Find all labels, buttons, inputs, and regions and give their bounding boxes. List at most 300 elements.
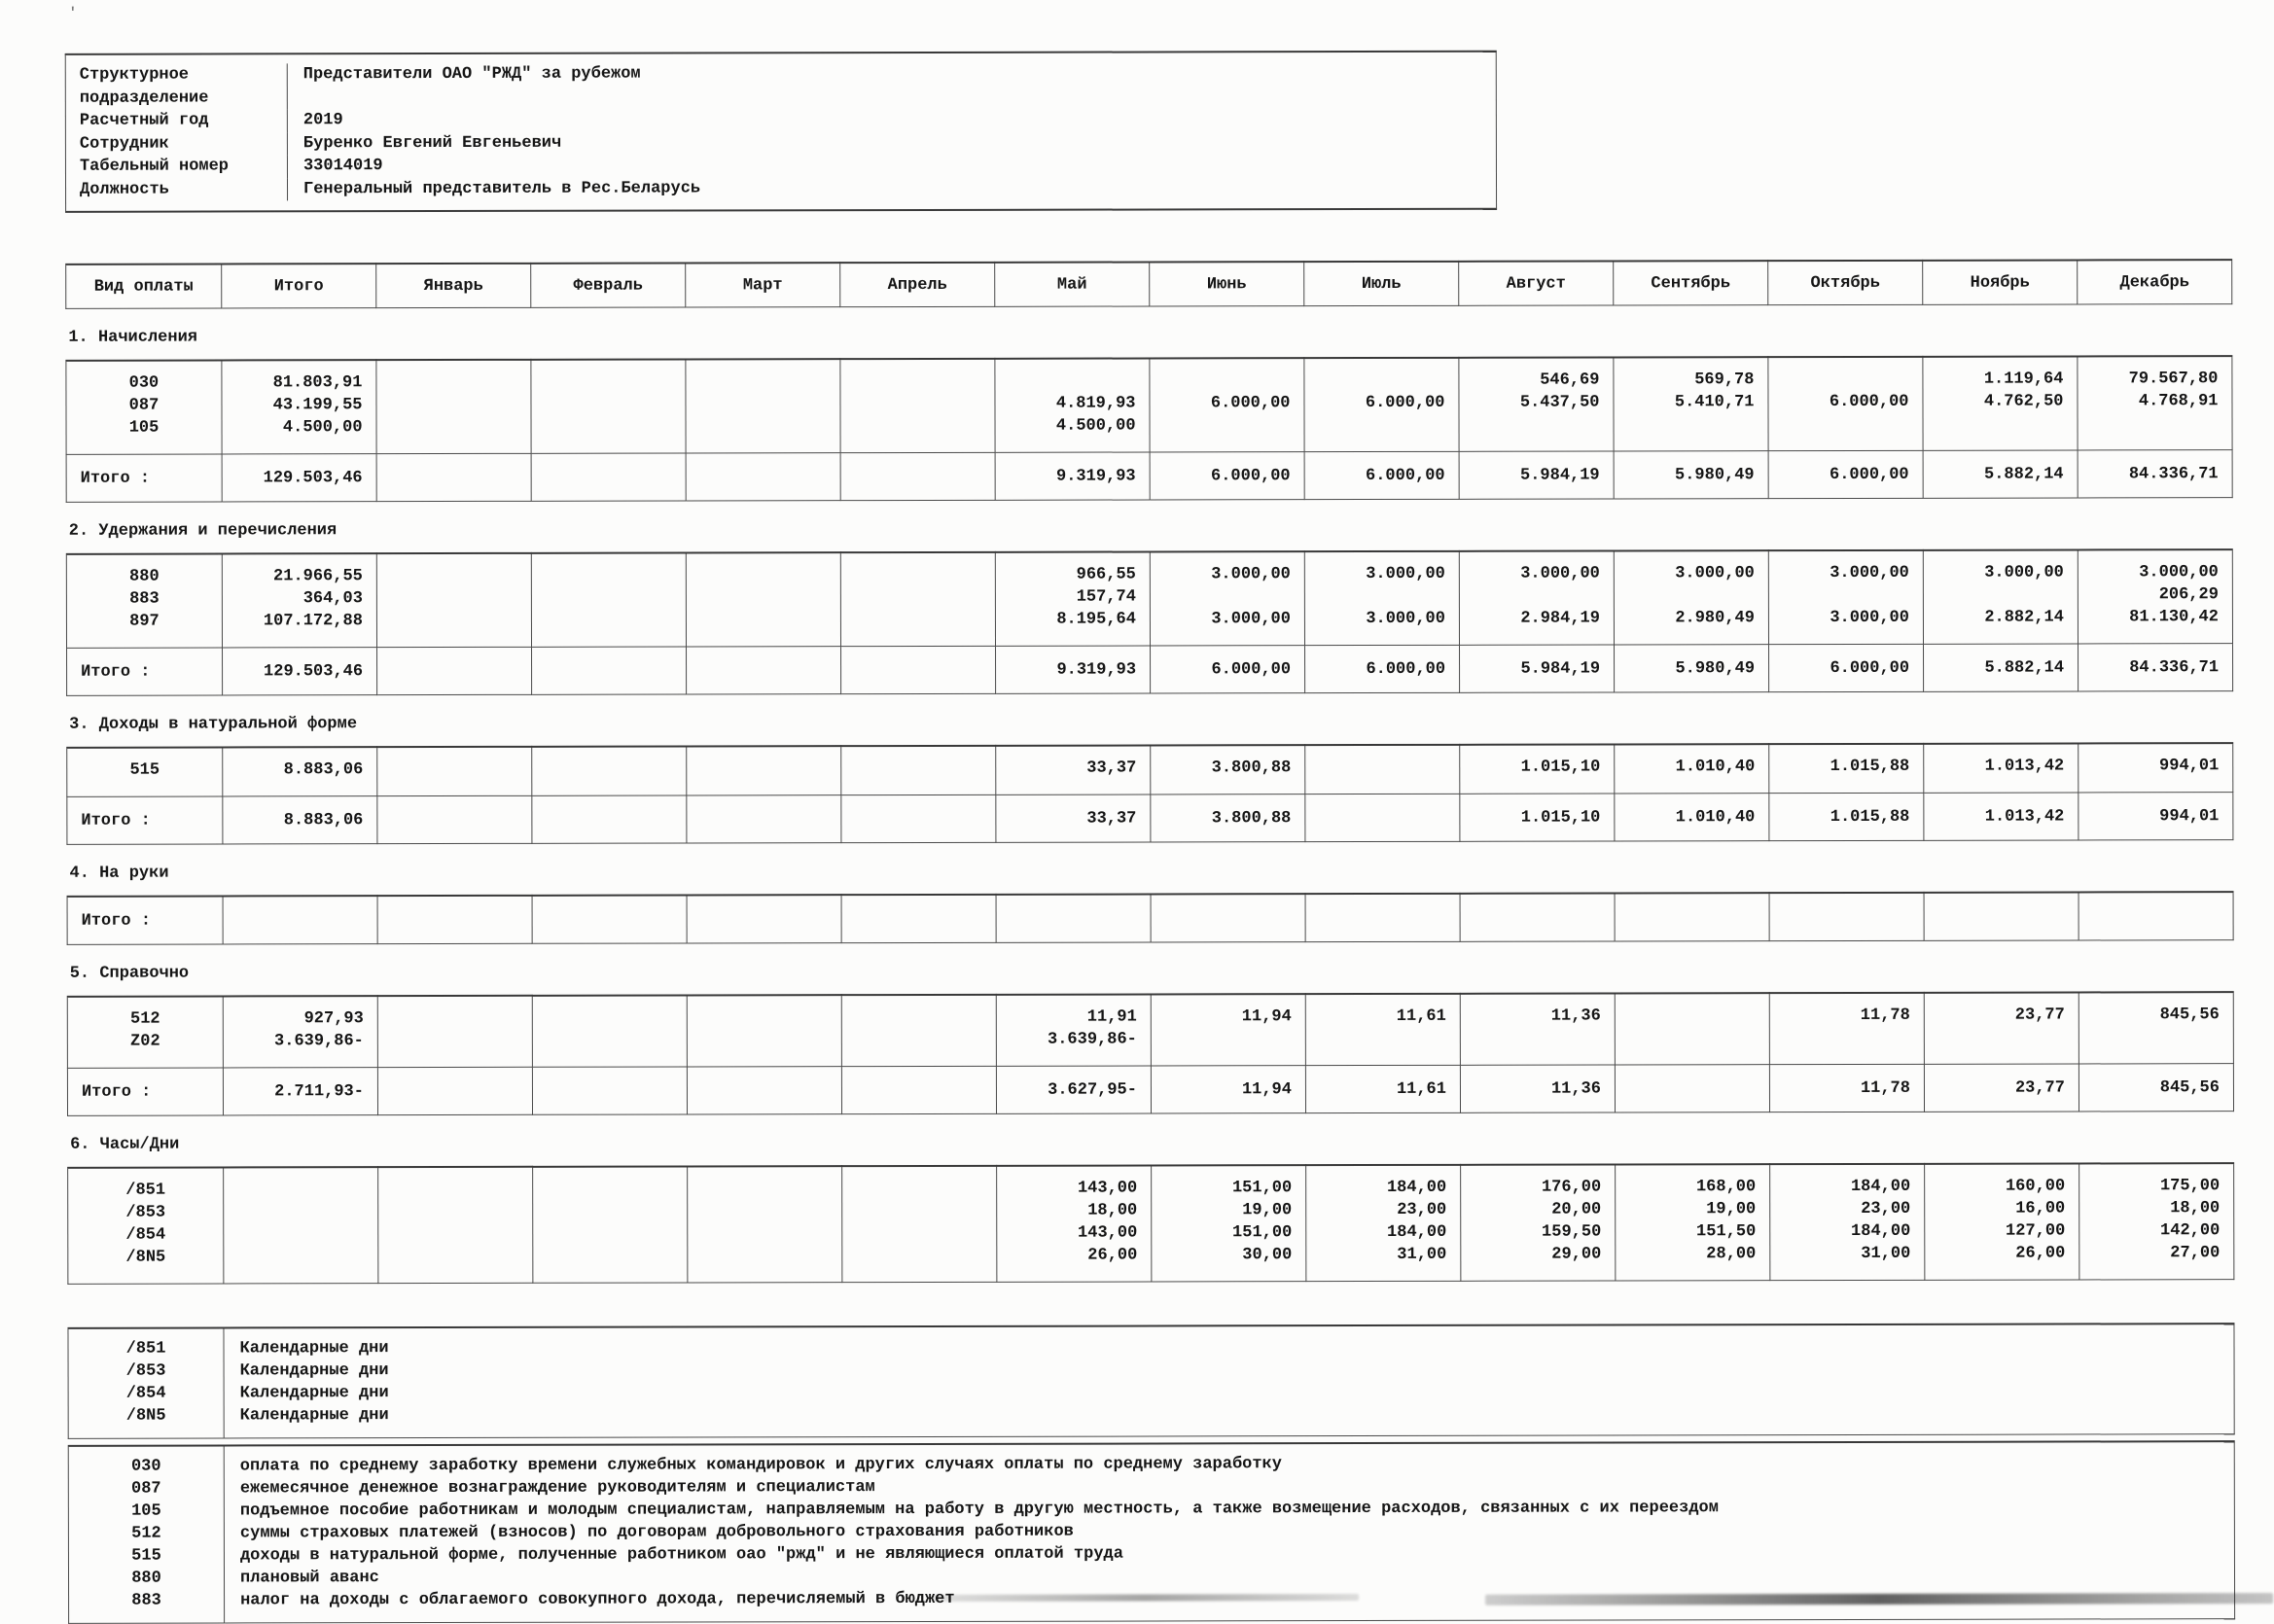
amount-line: 143,00 bbox=[1077, 1179, 1138, 1198]
info-value: 33014019 bbox=[287, 153, 1496, 178]
legend-code: 883 bbox=[131, 1591, 161, 1610]
amount-line bbox=[1153, 1028, 1292, 1050]
amount-cell bbox=[377, 747, 532, 796]
amount-line: 994,01 bbox=[2159, 757, 2220, 776]
section-title-5: 5. Справочно bbox=[69, 964, 190, 983]
amount-cell bbox=[2078, 549, 2232, 644]
amount-line: 21.966,55 bbox=[273, 567, 363, 586]
info-label: Должность bbox=[80, 180, 169, 199]
total-amount-cell bbox=[841, 1066, 996, 1113]
amount-cell bbox=[686, 552, 840, 647]
amount-line bbox=[1306, 585, 1445, 608]
amount-cell bbox=[841, 746, 996, 795]
amount-line: 11,78 bbox=[1860, 1006, 1910, 1025]
amount-line bbox=[689, 1222, 828, 1245]
legend-description: налог на доходы с облагаемого совокупного дохода, перечисляемый в бюджет bbox=[240, 1589, 955, 1610]
amount-line: 6.000,00 bbox=[1210, 394, 1291, 413]
amount-cell bbox=[1768, 357, 1923, 451]
amount-line bbox=[534, 1201, 673, 1223]
amount-line bbox=[1152, 585, 1291, 608]
amount-line: 26,00 bbox=[2015, 1244, 2066, 1263]
total-amount-cell: 2.711,93- bbox=[223, 1068, 377, 1115]
amount-line: 19,00 bbox=[1242, 1201, 1293, 1220]
total-amount-cell: 11,36 bbox=[1460, 1065, 1615, 1112]
amount-line bbox=[1306, 414, 1445, 437]
amount-cell bbox=[1616, 1164, 1770, 1281]
total-amount-cell: 3.800,88 bbox=[1151, 794, 1305, 842]
amount-cell bbox=[1461, 1164, 1616, 1281]
amount-line: 2.882,14 bbox=[1984, 608, 2064, 627]
info-row-4 bbox=[66, 175, 1496, 201]
amount-line: 3.639,86- bbox=[1048, 1030, 1137, 1049]
legend-table-1 bbox=[67, 1323, 2234, 1439]
amount-line: 151,00 bbox=[1231, 1179, 1293, 1198]
total-amount-cell: 23,77 bbox=[1924, 1064, 2079, 1112]
amount-line: 11,94 bbox=[1241, 1007, 1292, 1027]
section-table-5 bbox=[67, 991, 2234, 1116]
amount-line: 4.500,00 bbox=[1055, 416, 1136, 436]
amount-line: 3.000,00 bbox=[1830, 563, 1909, 583]
amount-cell bbox=[1770, 1164, 1925, 1281]
amount-cell bbox=[997, 1165, 1152, 1282]
total-amount-cell bbox=[841, 794, 996, 842]
total-amount-cell bbox=[1924, 892, 2079, 940]
legend-code: /854 bbox=[125, 1384, 166, 1403]
legend-code-cell bbox=[68, 1327, 224, 1438]
amount-cell bbox=[533, 1166, 688, 1283]
amount-line: 3.800,88 bbox=[1211, 759, 1292, 778]
amount-line bbox=[534, 1179, 673, 1201]
amount-line bbox=[843, 1178, 982, 1200]
info-row-2 bbox=[66, 129, 1496, 156]
code-line: 880 bbox=[129, 567, 160, 586]
total-amount-cell: 5.984,19 bbox=[1460, 645, 1615, 692]
total-amount-cell bbox=[841, 646, 996, 693]
code-line: 897 bbox=[129, 612, 160, 631]
amount-cell bbox=[2079, 743, 2233, 793]
amount-line: 8.883,06 bbox=[283, 760, 364, 780]
amount-cell bbox=[688, 1166, 842, 1283]
amount-line: 2.980,49 bbox=[1675, 609, 1755, 628]
total-amount-cell bbox=[532, 647, 687, 694]
amount-cell bbox=[1924, 743, 2079, 793]
info-label: Расчетный год bbox=[79, 111, 209, 130]
amount-line: 11,36 bbox=[1550, 1006, 1601, 1026]
amount-line bbox=[1617, 1005, 1756, 1027]
code-line: 105 bbox=[128, 418, 160, 438]
amount-line bbox=[688, 758, 827, 780]
legend-description: Календарные дни bbox=[239, 1339, 389, 1359]
legend-description: суммы страховых платежей (взносов) по договорам добровольного страхования работников bbox=[239, 1522, 1074, 1543]
month-header-cell: Апрель bbox=[840, 263, 995, 307]
amount-cell bbox=[1768, 550, 1923, 645]
amount-cell bbox=[1152, 1165, 1306, 1282]
legend-description: плановый аванс bbox=[239, 1569, 379, 1588]
total-amount-cell bbox=[686, 453, 840, 501]
amount-cell bbox=[1150, 551, 1304, 646]
total-amount-cell: 6.000,00 bbox=[1769, 644, 1924, 691]
amount-line: 18,00 bbox=[2170, 1199, 2221, 1218]
amount-line bbox=[1461, 414, 1600, 437]
section-title-6: 6. Часы/Дни bbox=[70, 1135, 180, 1154]
amount-line: 16,00 bbox=[2015, 1199, 2066, 1218]
total-amount-cell bbox=[532, 1067, 687, 1114]
amount-cell bbox=[687, 746, 841, 795]
amount-cell bbox=[378, 1167, 533, 1284]
total-amount-cell bbox=[1460, 893, 1615, 941]
amount-cell bbox=[1150, 358, 1304, 452]
amount-line bbox=[1770, 584, 1909, 607]
amount-line bbox=[2079, 412, 2219, 435]
amount-line bbox=[1152, 414, 1291, 437]
total-amount-cell bbox=[687, 1067, 841, 1114]
total-amount-cell: 6.000,00 bbox=[1150, 452, 1304, 500]
amount-line bbox=[1771, 1027, 1910, 1049]
amount-line bbox=[688, 586, 827, 609]
amount-line bbox=[379, 1030, 518, 1052]
info-label: Структурное подразделение bbox=[79, 65, 209, 108]
amount-line: 1.015,88 bbox=[1830, 757, 1910, 777]
amount-line bbox=[1926, 1027, 2065, 1049]
amount-line bbox=[842, 609, 981, 631]
total-amount-cell: 33,37 bbox=[996, 794, 1151, 842]
info-value: 2019 bbox=[287, 107, 1496, 132]
amount-line bbox=[532, 371, 671, 394]
month-header-cell: Октябрь bbox=[1768, 261, 1923, 305]
amount-cell bbox=[996, 994, 1151, 1066]
legend-description: Календарные дни bbox=[239, 1384, 389, 1403]
amount-cell bbox=[532, 746, 687, 795]
code-line: 087 bbox=[128, 396, 160, 415]
info-row-1 bbox=[66, 107, 1496, 133]
amount-cell bbox=[841, 995, 996, 1067]
amount-line: 175,00 bbox=[2159, 1177, 2221, 1196]
legend-description: Календарные дни bbox=[239, 1361, 389, 1381]
months-header-row bbox=[66, 260, 2232, 308]
amount-cell bbox=[2079, 992, 2233, 1064]
total-amount-cell: 9.319,93 bbox=[996, 646, 1151, 693]
month-header-cell: Июнь bbox=[1150, 262, 1304, 306]
scan-smudge bbox=[1485, 1593, 2273, 1606]
code-line: /854 bbox=[125, 1225, 166, 1245]
amount-cell bbox=[222, 553, 376, 648]
amount-cell bbox=[223, 996, 377, 1068]
total-amount-cell: 1.013,42 bbox=[1924, 793, 2079, 840]
amount-line bbox=[1616, 413, 1755, 436]
amount-line bbox=[225, 1201, 364, 1223]
amount-cell bbox=[1459, 550, 1614, 645]
total-amount-cell bbox=[687, 895, 841, 943]
amount-line: 23,00 bbox=[1861, 1199, 1911, 1218]
amount-cell bbox=[1305, 994, 1460, 1066]
amount-line bbox=[689, 1245, 828, 1267]
section-title-2: 2. Удержания и перечисления bbox=[68, 521, 338, 541]
legend-code: 105 bbox=[131, 1501, 161, 1521]
amount-line bbox=[689, 1200, 828, 1222]
amount-line bbox=[1305, 370, 1444, 392]
total-amount-cell: 3.627,95- bbox=[996, 1066, 1151, 1113]
amount-line: 3.000,00 bbox=[1211, 610, 1291, 629]
month-header-cell: Сентябрь bbox=[1614, 261, 1768, 305]
amount-line bbox=[1306, 757, 1445, 779]
total-amount-cell bbox=[1769, 893, 1924, 941]
amount-line bbox=[688, 564, 827, 586]
amount-line bbox=[688, 609, 827, 631]
total-amount-cell bbox=[1615, 893, 1769, 941]
amount-line: 5.437,50 bbox=[1519, 393, 1600, 412]
total-amount-cell bbox=[996, 894, 1151, 942]
amount-line bbox=[379, 1201, 518, 1223]
amount-line bbox=[843, 1245, 982, 1267]
payment-type-header-cell: Вид оплаты bbox=[66, 264, 222, 308]
total-amount-cell: 6.000,00 bbox=[1768, 450, 1923, 498]
amount-line bbox=[533, 610, 672, 632]
amount-cell bbox=[1614, 550, 1768, 645]
total-amount-cell: 84.336,71 bbox=[2078, 450, 2232, 498]
amount-line: 19,00 bbox=[1706, 1200, 1757, 1219]
total-amount-cell bbox=[532, 795, 687, 843]
total-amount-cell: 129.503,46 bbox=[222, 454, 376, 502]
code-line: 030 bbox=[128, 373, 160, 393]
total-amount-cell bbox=[1305, 894, 1460, 942]
amount-cell bbox=[1151, 745, 1305, 794]
month-header-cell: Март bbox=[686, 263, 840, 307]
scan-smudge bbox=[931, 1594, 1359, 1602]
section-table-6 bbox=[67, 1162, 2234, 1285]
amount-line bbox=[1616, 584, 1755, 607]
amount-cell bbox=[1460, 744, 1615, 794]
amount-cell bbox=[1615, 744, 1769, 794]
total-amount-cell: 9.319,93 bbox=[995, 452, 1150, 500]
amount-line: 107.172,88 bbox=[263, 612, 363, 631]
info-value: Представители ОАО "РЖД" за рубежом bbox=[287, 61, 1496, 110]
code-cell bbox=[67, 996, 223, 1068]
amount-cell bbox=[996, 745, 1151, 794]
amount-line bbox=[533, 565, 672, 587]
amount-line bbox=[378, 565, 517, 587]
legend-code: 030 bbox=[130, 1457, 161, 1476]
amount-line bbox=[534, 1223, 673, 1246]
amount-line bbox=[842, 586, 981, 609]
total-amount-cell bbox=[2079, 892, 2233, 940]
section-title-3: 3. Доходы в натуральной форме bbox=[69, 715, 358, 734]
legend-description: доходы в натуральной форме, полученные работником оао "ржд" и не являющиеся оплатой труда bbox=[239, 1544, 1123, 1566]
amount-line bbox=[1769, 369, 1908, 391]
total-amount-cell bbox=[376, 453, 531, 501]
total-label-cell: Итого : bbox=[66, 454, 222, 502]
total-amount-cell: 11,78 bbox=[1769, 1064, 1924, 1112]
amount-line bbox=[377, 371, 516, 394]
amount-line bbox=[689, 1178, 828, 1200]
amount-line: 168,00 bbox=[1695, 1178, 1757, 1197]
amount-line bbox=[842, 758, 981, 780]
amount-line: 1.010,40 bbox=[1675, 758, 1756, 777]
total-amount-cell: 11,61 bbox=[1305, 1065, 1460, 1112]
amount-line bbox=[996, 371, 1135, 393]
info-row-0 bbox=[66, 61, 1496, 110]
amount-cell bbox=[1460, 993, 1615, 1065]
amount-line bbox=[1617, 1027, 1756, 1049]
amount-line bbox=[1925, 413, 2064, 436]
total-amount-cell bbox=[841, 895, 996, 943]
total-amount-cell: 5.980,49 bbox=[1614, 451, 1768, 499]
total-amount-cell: 6.000,00 bbox=[1304, 451, 1459, 499]
amount-line bbox=[1461, 585, 1600, 608]
legend-description: оплата по среднему заработку времени служебных командировок и других случаях оплаты по среднему заработку bbox=[239, 1455, 1282, 1476]
amount-cell bbox=[376, 553, 531, 648]
total-amount-cell bbox=[377, 896, 532, 944]
amount-cell bbox=[687, 995, 841, 1067]
amount-line: 966,55 bbox=[1076, 565, 1136, 584]
amount-line: 206,29 bbox=[2158, 585, 2219, 605]
amount-line: 8.195,64 bbox=[1056, 610, 1136, 629]
amount-line bbox=[377, 394, 516, 416]
amount-line bbox=[533, 759, 672, 781]
info-label: Табельный номер bbox=[79, 157, 230, 176]
scan-noise-mark: ' bbox=[68, 5, 78, 21]
section-block-row bbox=[66, 549, 2232, 648]
code-line: /8N5 bbox=[125, 1248, 166, 1267]
amount-line bbox=[841, 393, 980, 415]
amount-line: 3.639,86- bbox=[274, 1032, 364, 1051]
legend-code: /8N5 bbox=[125, 1406, 166, 1426]
total-amount-cell bbox=[840, 452, 995, 500]
amount-line: 1.013,42 bbox=[1984, 757, 2065, 776]
amount-cell bbox=[1306, 1165, 1461, 1282]
month-header-cell: Август bbox=[1459, 261, 1614, 305]
amount-line: 43.199,55 bbox=[272, 396, 363, 415]
amount-line bbox=[532, 394, 671, 416]
code-line: 512 bbox=[129, 1009, 160, 1029]
amount-cell bbox=[840, 359, 995, 453]
total-amount-cell: 994,01 bbox=[2079, 793, 2233, 840]
amount-line: 1.015,10 bbox=[1520, 758, 1601, 777]
section-total-row bbox=[67, 793, 2233, 845]
amount-line: 3.000,00 bbox=[1830, 608, 1909, 628]
section-block-row bbox=[68, 1163, 2234, 1284]
amount-line: 29,00 bbox=[1551, 1245, 1602, 1264]
payslip-tables bbox=[65, 259, 2274, 1624]
legend-description: подъемное пособие работникам и молодым специалистам, направляемым на работу в другую местность, а также возмещение расходов, связанных с их переездом bbox=[239, 1499, 1719, 1521]
amount-line: 3.000,00 bbox=[1211, 565, 1291, 584]
total-amount-cell bbox=[687, 647, 841, 694]
total-amount-cell bbox=[1615, 1065, 1769, 1112]
amount-line: 142,00 bbox=[2160, 1221, 2221, 1241]
month-header-cell: Июль bbox=[1304, 262, 1459, 306]
amount-line: 79.567,80 bbox=[2128, 370, 2219, 389]
amount-line: 20,00 bbox=[1551, 1200, 1602, 1219]
amount-line bbox=[378, 416, 517, 439]
amount-line: 81.803,91 bbox=[272, 373, 363, 393]
amount-cell bbox=[531, 552, 686, 647]
month-header-cell: Итого bbox=[222, 264, 376, 308]
legend-description: ежемесячное денежное вознаграждение руководителям и специалистам bbox=[239, 1478, 875, 1499]
amount-line bbox=[533, 587, 672, 610]
code-line: 515 bbox=[129, 760, 160, 780]
total-amount-cell: 5.882,14 bbox=[1924, 644, 2079, 691]
total-amount-cell: 84.336,71 bbox=[2079, 644, 2233, 691]
section-total-row bbox=[67, 892, 2233, 944]
amount-line: 364,03 bbox=[302, 589, 363, 609]
legend-code: /851 bbox=[125, 1339, 166, 1359]
month-header-cell: Февраль bbox=[531, 263, 686, 307]
amount-line: 28,00 bbox=[1706, 1245, 1757, 1264]
months-header-table bbox=[65, 259, 2232, 309]
amount-cell bbox=[2079, 1163, 2234, 1280]
amount-line: 159,50 bbox=[1542, 1222, 1602, 1242]
code-line: /853 bbox=[125, 1203, 166, 1222]
amount-line bbox=[225, 1179, 364, 1201]
section-total-row bbox=[67, 644, 2233, 696]
amount-line bbox=[1307, 1028, 1446, 1050]
amount-line: 184,00 bbox=[1387, 1222, 1447, 1242]
amount-line: 27,00 bbox=[2170, 1244, 2221, 1263]
amount-line: 5.410,71 bbox=[1674, 393, 1755, 412]
amount-line bbox=[841, 371, 980, 393]
total-amount-cell bbox=[1151, 894, 1305, 942]
amount-line bbox=[689, 1006, 828, 1029]
legend-code: 515 bbox=[131, 1546, 161, 1566]
amount-line bbox=[379, 1007, 518, 1030]
info-value: Генеральный представитель в Рес.Беларусь bbox=[287, 175, 1496, 200]
amount-cell bbox=[1924, 992, 2079, 1064]
total-amount-cell: 11,94 bbox=[1151, 1066, 1305, 1113]
amount-cell bbox=[532, 995, 687, 1067]
total-amount-cell: 1.015,88 bbox=[1769, 793, 1924, 840]
total-amount-cell: 5.882,14 bbox=[1923, 450, 2078, 498]
code-cell bbox=[66, 360, 222, 454]
amount-line: 33,37 bbox=[1086, 759, 1137, 778]
info-value: Буренко Евгений Евгеньевич bbox=[287, 129, 1496, 155]
legend-code: 512 bbox=[131, 1524, 161, 1543]
amount-cell bbox=[1151, 994, 1305, 1066]
amount-line: 3.000,00 bbox=[2139, 563, 2219, 583]
month-header-cell: Январь bbox=[376, 264, 531, 308]
amount-line: 127,00 bbox=[2006, 1221, 2066, 1241]
total-amount-cell: 6.000,00 bbox=[1151, 646, 1305, 693]
section-table-3 bbox=[66, 742, 2233, 845]
amount-cell bbox=[995, 551, 1150, 646]
amount-line bbox=[843, 1006, 982, 1029]
amount-line bbox=[688, 415, 827, 438]
total-amount-cell: 845,56 bbox=[2079, 1064, 2233, 1112]
amount-line bbox=[687, 371, 826, 393]
total-amount-cell: 6.000,00 bbox=[1305, 645, 1460, 692]
info-row-3 bbox=[66, 153, 1496, 179]
legend-code: 087 bbox=[130, 1479, 161, 1499]
code-line: 883 bbox=[129, 589, 160, 609]
total-amount-cell bbox=[531, 453, 686, 501]
amount-line: 6.000,00 bbox=[1829, 392, 1909, 412]
amount-line bbox=[2080, 1026, 2220, 1048]
section-block-row bbox=[67, 992, 2233, 1068]
amount-line: 26,00 bbox=[1087, 1246, 1138, 1265]
total-amount-cell: 5.980,49 bbox=[1615, 645, 1769, 692]
legend-row bbox=[68, 1324, 2234, 1438]
amount-cell bbox=[2078, 356, 2232, 450]
amount-cell bbox=[842, 1166, 997, 1283]
amount-line: 151,50 bbox=[1696, 1222, 1757, 1242]
code-line: Z02 bbox=[130, 1032, 160, 1051]
amount-line: 1.119,64 bbox=[1983, 370, 2064, 389]
section-title-4: 4. На руки bbox=[69, 864, 169, 883]
amount-line: 11,61 bbox=[1396, 1006, 1446, 1026]
code-cell bbox=[66, 553, 222, 648]
amount-line: 31,00 bbox=[1397, 1245, 1447, 1264]
amount-line bbox=[1462, 1028, 1601, 1050]
amount-cell bbox=[1614, 357, 1768, 451]
amount-cell bbox=[1305, 745, 1460, 794]
